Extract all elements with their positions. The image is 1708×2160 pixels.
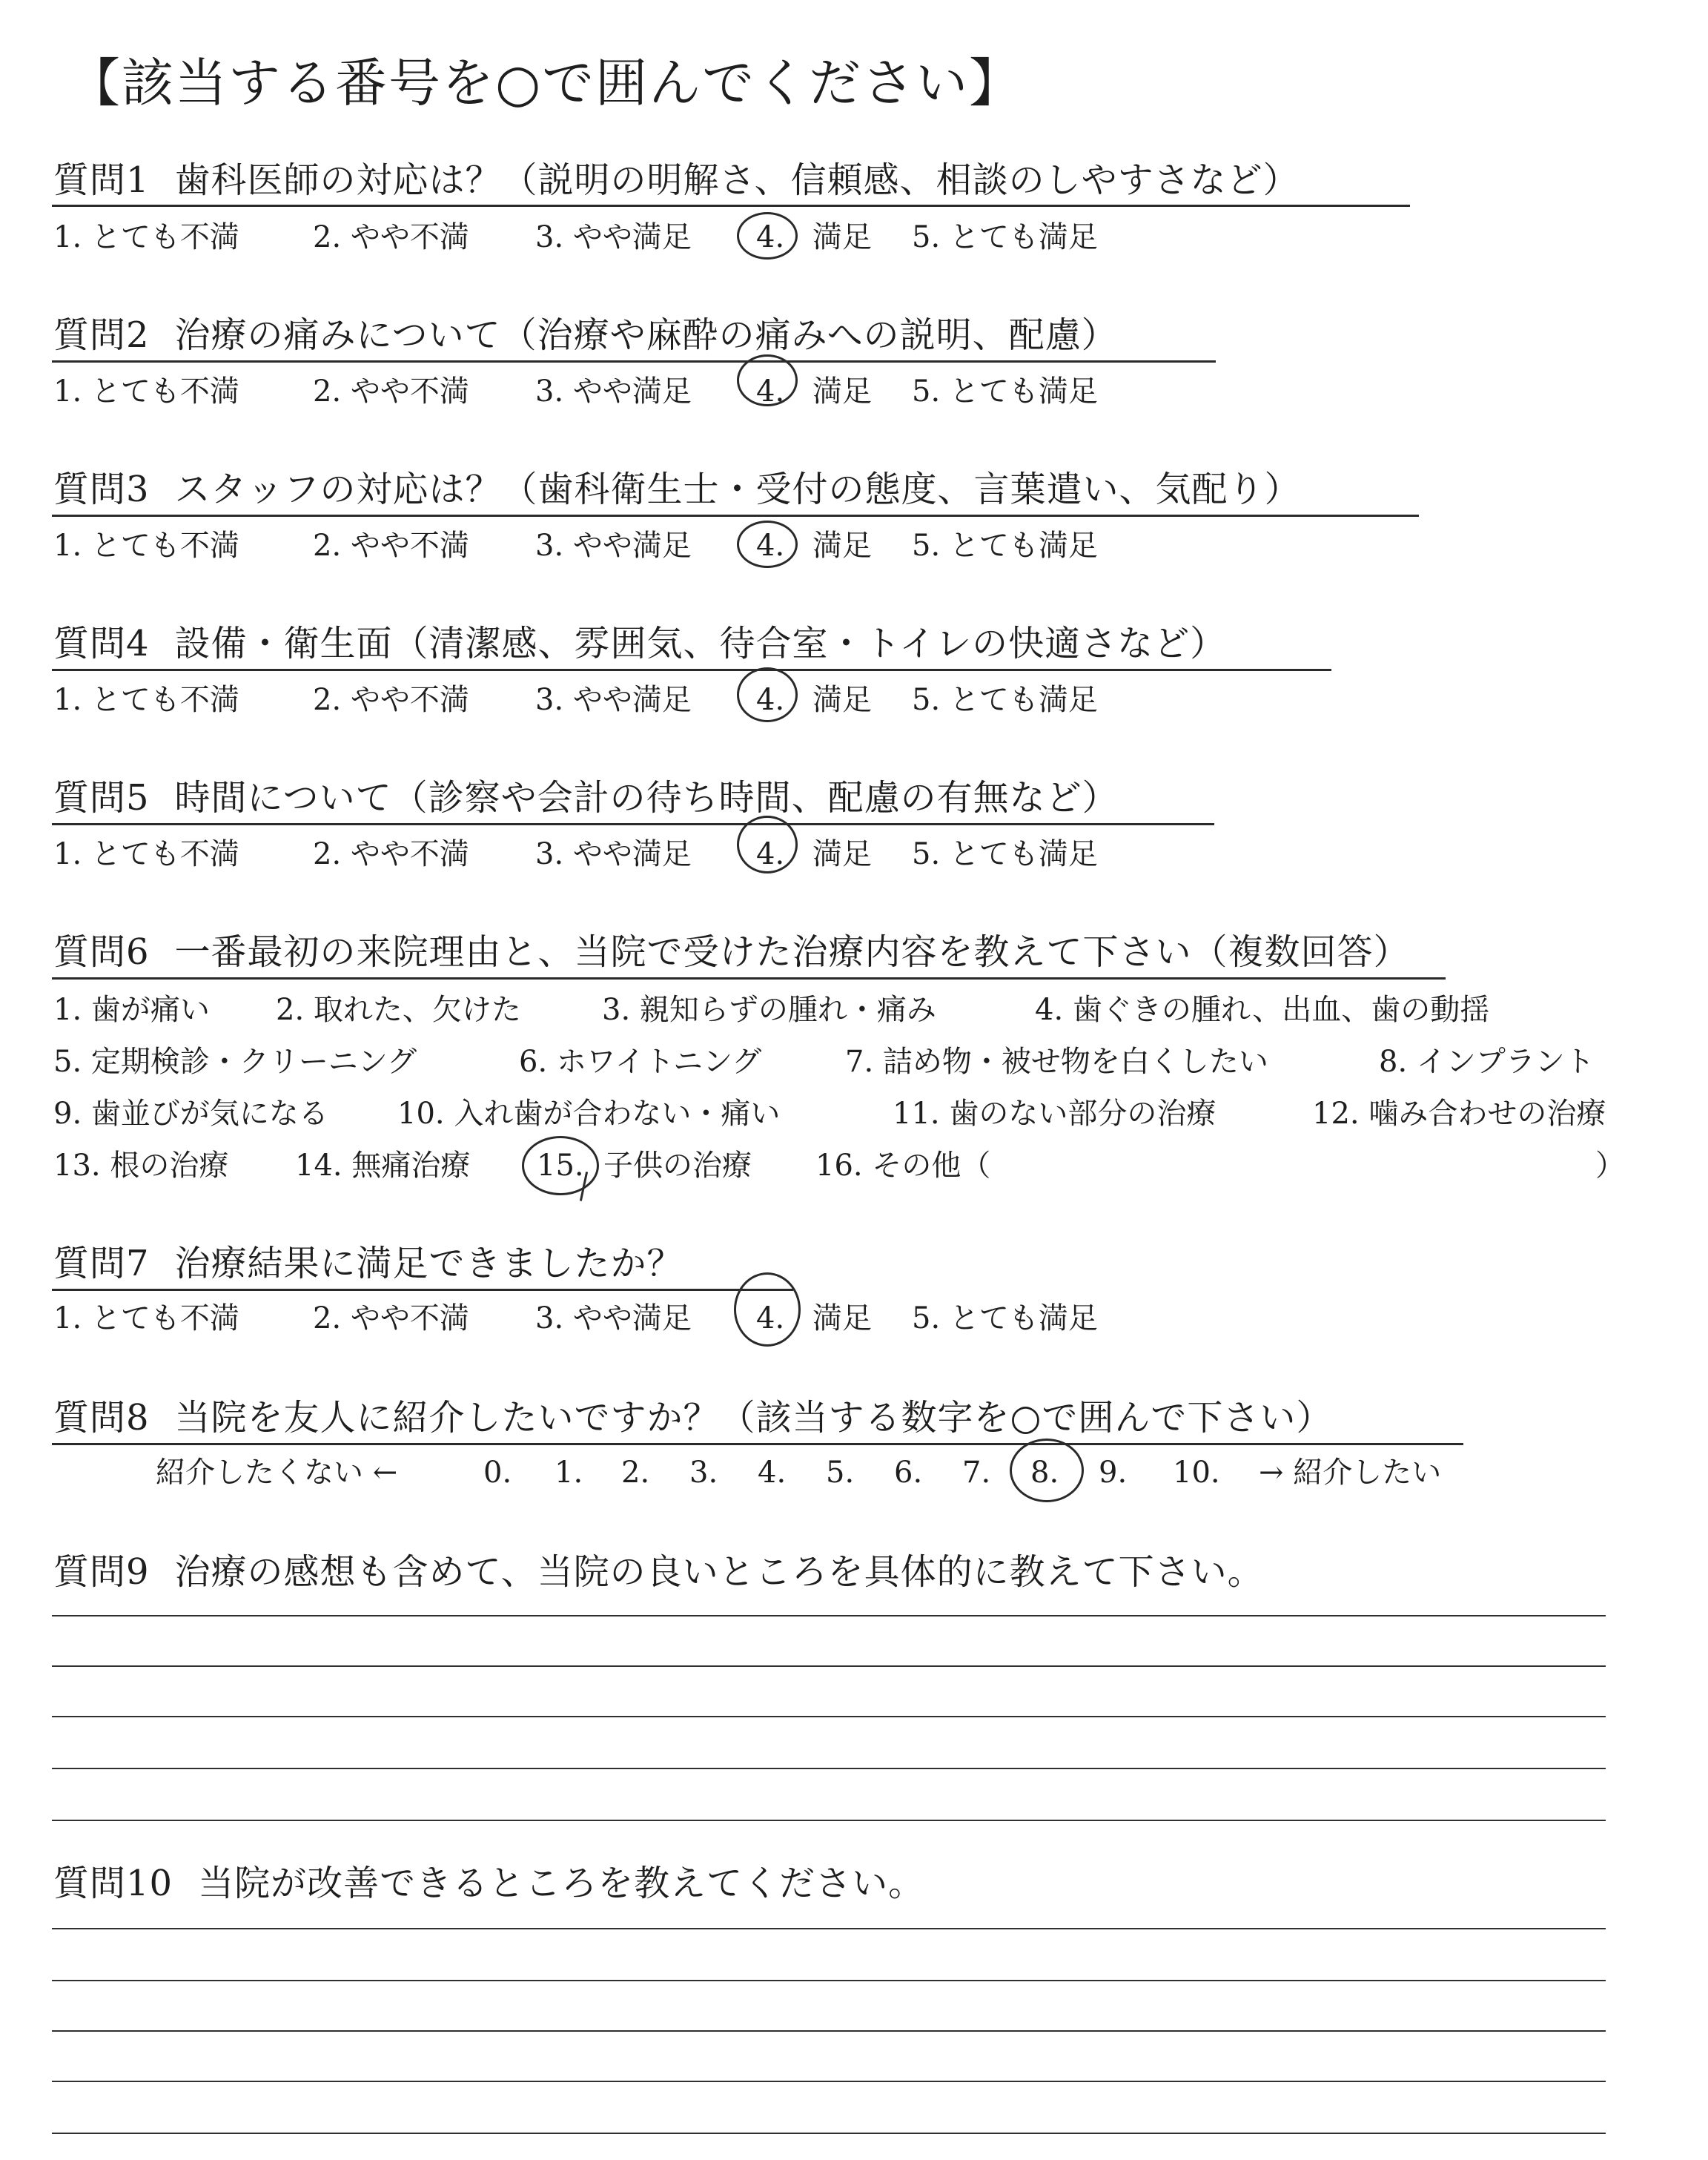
q4-opt-4-label: 満足 — [812, 683, 872, 717]
q6-option[interactable]: 6. ホワイトニング — [519, 1045, 762, 1079]
q6-option[interactable]: 7. 詰め物・被せ物を白くしたい — [845, 1045, 1268, 1079]
q1-opt-4[interactable]: 4. — [756, 220, 785, 254]
q6-option[interactable]: 2. 取れた、欠けた — [276, 993, 521, 1027]
q7-opt-4-label: 満足 — [812, 1301, 872, 1335]
question-8-underline — [52, 1443, 1463, 1445]
question-3-underline — [52, 515, 1419, 517]
q1-opt-5[interactable]: 5. とても満足 — [912, 220, 1098, 254]
q7-opt-4[interactable]: 4. — [756, 1301, 785, 1335]
q7-opt-2[interactable]: 2. やや不満 — [313, 1301, 469, 1335]
q2-opt-4[interactable]: 4. — [756, 374, 785, 409]
question-8-heading — [53, 1394, 1332, 1441]
question-number: 質問9 — [53, 1551, 150, 1593]
q4-opt-5[interactable]: 5. とても満足 — [912, 683, 1098, 717]
selection-circle — [734, 1272, 801, 1347]
q6-option[interactable]: 15. — [537, 1149, 584, 1183]
q1-opt-2[interactable]: 2. やや不満 — [313, 220, 469, 254]
q3-opt-4[interactable]: 4. — [756, 529, 785, 563]
q4-opt-1[interactable]: 1. とても不満 — [53, 683, 239, 717]
q9-answer-line[interactable] — [52, 1768, 1606, 1769]
q3-opt-3[interactable]: 3. やや満足 — [535, 529, 692, 563]
question-number: 質問5 — [53, 777, 150, 819]
q5-opt-5[interactable]: 5. とても満足 — [912, 837, 1098, 871]
q8-scale-9[interactable]: 9. — [1099, 1456, 1128, 1490]
q7-opt-3[interactable]: 3. やや満足 — [535, 1301, 692, 1335]
question-7-heading — [53, 1240, 683, 1287]
q3-opt-5[interactable]: 5. とても満足 — [912, 529, 1098, 563]
question-number: 質問10 — [53, 1863, 173, 1904]
question-number: 質問1 — [53, 159, 150, 201]
q9-answer-line[interactable] — [52, 1820, 1606, 1821]
question-number: 質問2 — [53, 314, 150, 356]
q10-answer-line[interactable] — [52, 2081, 1606, 2082]
selection-circle — [522, 1136, 599, 1195]
question-10-heading — [53, 1860, 924, 1907]
q6-option[interactable]: 4. 歯ぐきの腫れ、出血、歯の動揺 — [1035, 993, 1490, 1027]
q8-scale-0[interactable]: 0. — [483, 1456, 512, 1490]
q5-opt-4[interactable]: 4. — [756, 837, 785, 871]
question-text: スタッフの対応は？（歯科衛生士・受付の態度、言葉遣い、気配り） — [174, 469, 1301, 510]
q5-opt-4-label: 満足 — [812, 837, 872, 871]
q1-opt-4-label: 満足 — [812, 220, 872, 254]
question-number: 質問4 — [53, 623, 150, 664]
question-text: 当院が改善できるところを教えてください。 — [198, 1863, 925, 1904]
selection-circle — [737, 521, 798, 568]
q6-option[interactable]: 9. 歯並びが気になる — [53, 1097, 328, 1131]
q1-opt-1[interactable]: 1. とても不満 — [53, 220, 239, 254]
question-2-underline — [52, 360, 1216, 363]
q8-scale-6[interactable]: 6. — [894, 1456, 923, 1490]
question-text: 一番最初の来院理由と、当院で受けた治療内容を教えて下さい（複数回答） — [174, 931, 1410, 973]
q4-opt-3[interactable]: 3. やや満足 — [535, 683, 692, 717]
q2-opt-5[interactable]: 5. とても満足 — [912, 374, 1098, 409]
question-3-heading — [53, 466, 1301, 513]
q3-opt-2[interactable]: 2. やや不満 — [313, 529, 469, 563]
q6-option[interactable]: 5. 定期検診・クリーニング — [53, 1045, 417, 1079]
q10-answer-line[interactable] — [52, 2030, 1606, 2032]
q9-answer-line[interactable] — [52, 1716, 1606, 1717]
q8-scale-2[interactable]: 2. — [621, 1456, 650, 1490]
question-number: 質問7 — [53, 1243, 150, 1284]
q8-scale-4[interactable]: 4. — [758, 1456, 787, 1490]
question-7-underline — [52, 1289, 793, 1291]
q2-opt-1[interactable]: 1. とても不満 — [53, 374, 239, 409]
q7-opt-1[interactable]: 1. とても不満 — [53, 1301, 239, 1335]
q7-opt-5[interactable]: 5. とても満足 — [912, 1301, 1098, 1335]
q8-scale-10[interactable]: 10. — [1173, 1456, 1220, 1490]
question-4-underline — [52, 669, 1331, 671]
q8-scale-5[interactable]: 5. — [826, 1456, 855, 1490]
q4-opt-2[interactable]: 2. やや不満 — [313, 683, 469, 717]
q6-option-label: 子供の治療 — [603, 1149, 752, 1183]
q8-scale-1[interactable]: 1. — [555, 1456, 583, 1490]
q6-option[interactable]: 12. 噛み合わせの治療 — [1312, 1097, 1606, 1131]
q4-opt-4[interactable]: 4. — [756, 683, 785, 717]
q1-opt-3[interactable]: 3. やや満足 — [535, 220, 692, 254]
question-5-underline — [52, 823, 1214, 825]
q8-scale-left-label: 紹介したくない ← — [156, 1456, 398, 1490]
q6-option[interactable]: 14. 無痛治療 — [295, 1149, 471, 1183]
q6-option[interactable]: 16. その他（ — [815, 1149, 991, 1183]
q2-opt-3[interactable]: 3. やや満足 — [535, 374, 692, 409]
question-1-heading — [53, 156, 1300, 204]
question-2-heading — [53, 311, 1118, 359]
q5-opt-3[interactable]: 3. やや満足 — [535, 837, 692, 871]
question-text: 治療の痛みについて（治療や麻酔の痛みへの説明、配慮） — [174, 314, 1118, 356]
question-9-heading — [53, 1548, 1264, 1596]
selection-circle — [1010, 1439, 1084, 1502]
q10-answer-line[interactable] — [52, 1928, 1606, 1929]
selection-circle — [737, 667, 798, 722]
q8-scale-8[interactable]: 8. — [1030, 1456, 1059, 1490]
q6-option[interactable]: 3. 親知らずの腫れ・痛み — [602, 993, 936, 1027]
q9-answer-line[interactable] — [52, 1665, 1606, 1667]
q6-option[interactable]: 8. インプラント — [1379, 1045, 1595, 1079]
q5-opt-1[interactable]: 1. とても不満 — [53, 837, 239, 871]
question-5-heading — [53, 774, 1119, 822]
q3-opt-4-label: 満足 — [812, 529, 872, 563]
question-6-heading — [53, 928, 1410, 976]
q6-option[interactable]: 11. 歯のない部分の治療 — [893, 1097, 1217, 1131]
q2-opt-2[interactable]: 2. やや不満 — [313, 374, 469, 409]
question-number: 質問6 — [53, 931, 150, 973]
form-title: 【該当する番号を○で囲んでください】 — [68, 53, 1023, 113]
question-number: 質問3 — [53, 469, 150, 510]
question-number: 質問8 — [53, 1397, 150, 1439]
question-text: 歯科医師の対応は？（説明の明解さ、信頼感、相談のしやすさなど） — [174, 159, 1300, 201]
q8-scale-7[interactable]: 7. — [962, 1456, 991, 1490]
selection-circle — [737, 816, 798, 873]
q9-answer-line[interactable] — [52, 1615, 1606, 1616]
question-4-heading — [53, 620, 1226, 667]
q3-opt-1[interactable]: 1. とても不満 — [53, 529, 239, 563]
q6-option[interactable]: 13. 根の治療 — [53, 1149, 229, 1183]
selection-circle — [737, 212, 798, 260]
q5-opt-2[interactable]: 2. やや不満 — [313, 837, 469, 871]
question-text: 設備・衛生面（清潔感、雰囲気、待合室・トイレの快適さなど） — [174, 623, 1227, 664]
question-text: 治療結果に満足できましたか？ — [174, 1243, 683, 1284]
q2-opt-4-label: 満足 — [812, 374, 872, 409]
question-text: 当院を友人に紹介したいですか？（該当する数字を○で囲んで下さい） — [174, 1397, 1333, 1439]
question-text: 治療の感想も含めて、当院の良いところを具体的に教えて下さい。 — [174, 1551, 1264, 1593]
q10-answer-line[interactable] — [52, 1980, 1606, 1981]
q8-scale-3[interactable]: 3. — [689, 1456, 718, 1490]
question-6-underline — [52, 977, 1446, 980]
q6-option[interactable]: 1. 歯が痛い — [53, 993, 210, 1027]
q6-option[interactable]: 10. 入れ歯が合わない・痛い — [397, 1097, 781, 1131]
q10-answer-line[interactable] — [52, 2133, 1606, 2134]
q8-scale-right-label: → 紹介したい — [1259, 1456, 1442, 1490]
question-1-underline — [52, 205, 1410, 207]
selection-circle — [737, 354, 798, 406]
q6-other-close: ） — [1595, 1149, 1625, 1183]
question-text: 時間について（診察や会計の待ち時間、配慮の有無など） — [174, 777, 1119, 819]
